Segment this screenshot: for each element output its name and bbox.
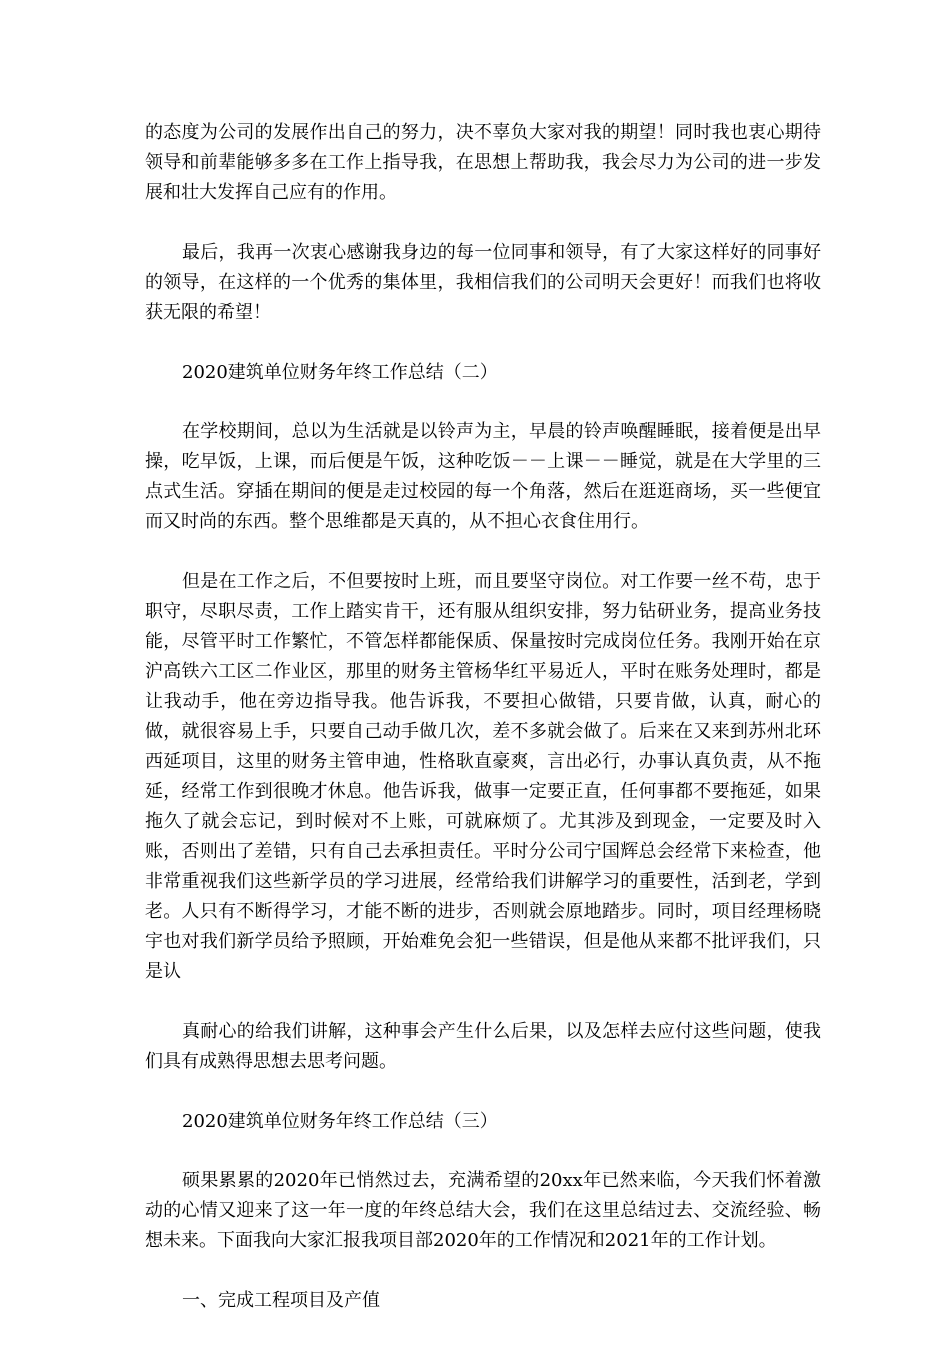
paragraph-work-experience: 但是在工作之后，不但要按时上班，而且要坚守岗位。对工作要一丝不苟，忠于职守，尽职尽责，工作上踏实肯干，还有服从组织安排，努力钻研业务，提高业务技能，尽管平时工作繁忙，不管怎样都能保质、保量按时完成岗位任务。我刚开始在京沪高铁六工区二作业区，那里的财务主管杨华红平易近人，平时在账务处理时，都是让我动手，他在旁边指导我。他告诉我，不要担心做错，只要肯做，认真，耐心的做，就很容易上手，只要自己动手做几次，差不多就会做了。后来在又来到苏州北环西延项目，这里的财务主管申迪，性格耿直豪爽，言出必行，办事认真负责，从不拖延，经常工作到很晚才休息。他告诉我，做事一定要正直，任何事都不要拖延，如果拖久了就会忘记，到时候对不上账，可就麻烦了。尤其涉及到现金，一定要及时入账，否则出了差错，只有自己去承担责任。平时分公司宁国辉总会经常下来检查，他非常重视我们这些新学员的学习进展，经常给我们讲解学习的重要性，活到老，学到老。人只有不断得学习，才能不断的进步，否则就会原地踏步。同时，项目经理杨晓宇也对我们新学员给予照顾，开始难免会犯一些错误，但是他从来都不批评我们，只是认 (145, 571, 821, 982)
paragraph-thanks: 最后，我再一次衷心感谢我身边的每一位同事和领导，有了大家这样好的同事好的领导，在这样的一个优秀的集体里，我相信我们的公司明天会更好！而我们也将收获无限的希望！ (145, 242, 821, 323)
paragraph-school-life: 在学校期间，总以为生活就是以铃声为主，早晨的铃声唤醒睡眠，接着便是出早操，吃早饭，上课，而后便是午饭，这种吃饭－－上课－－睡觉，就是在大学里的三点式生活。穿插在期间的便是走过校园的每一个角落，然后在逛逛商场，买一些便宜而又时尚的东西。整个思维都是天真的，从不担心衣食住用行。 (145, 421, 821, 532)
paragraph-continuation: 真耐心的给我们讲解，这种事会产生什么后果，以及怎样去应付这些问题，使我们具有成熟得思想去思考问题。 (145, 1021, 821, 1072)
subsection-heading-projects: 一、完成工程项目及产值 (182, 1290, 380, 1311)
paragraph-closing-commitment: 的态度为公司的发展作出自己的努力，决不辜负大家对我的期望！同时我也衷心期待领导和前辈能够多多在工作上指导我，在思想上帮助我，我会尽力为公司的进一步发展和壮大发挥自己应有的作用。 (145, 122, 821, 203)
document-page (145, 118, 821, 1345)
paragraph-year-summary: 硕果累累的2020年已悄然过去，充满希望的20xx年已然来临，今天我们怀着激动的心情又迎来了这一年一度的年终总结大会，我们在这里总结过去、交流经验、畅想未来。下面我向大家汇报我项目部2020年的工作情况和2021年的工作计划。 (145, 1170, 821, 1251)
section-heading-3: 2020建筑单位财务年终工作总结（三） (182, 1111, 498, 1132)
section-heading-2: 2020建筑单位财务年终工作总结（二） (182, 362, 498, 383)
